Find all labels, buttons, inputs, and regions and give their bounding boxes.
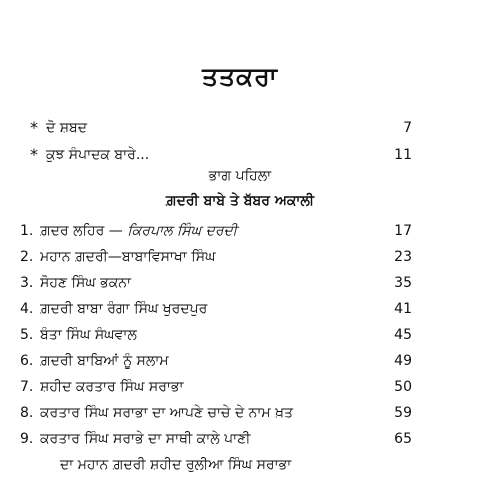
toc-entry	[20, 351, 412, 371]
entry-number: 5.	[20, 327, 34, 343]
entry-number: 4.	[20, 301, 34, 317]
intro-item-text: ਕੁਝ ਸੰਪਾਦਕ ਬਾਰੇ...	[46, 147, 150, 163]
toc-entry	[20, 299, 412, 319]
entry-title: ਗ਼ਦਰੀ ਬਾਬਿਆਂ ਨੂੰ ਸਲਾਮ	[40, 353, 169, 369]
part-heading: ਭਾਗ ਪਹਿਲਾ	[208, 168, 272, 184]
entry-number: 9.	[20, 431, 34, 447]
toc-entry	[20, 273, 412, 293]
entry-number: 1.	[20, 223, 34, 239]
page-number: 50	[394, 379, 412, 395]
toc-entry	[20, 377, 412, 397]
entry-number: 3.	[20, 275, 34, 291]
toc-entry	[20, 403, 412, 423]
toc-entry	[20, 325, 412, 345]
entry-title: ਕਰਤਾਰ ਸਿੰਘ ਸਰਾਭਾ ਦਾ ਆਪਣੇ ਚਾਚੇ ਦੇ ਨਾਮ ਖ਼ਤ	[40, 405, 293, 421]
entry-number: 2.	[20, 249, 34, 265]
entry-title: ਕਰਤਾਰ ਸਿੰਘ ਸਰਾਭੇ ਦਾ ਸਾਥੀ ਕਾਲੇ ਪਾਣੀ	[40, 431, 251, 447]
page-number: 11	[394, 147, 412, 163]
page-number: 7	[403, 120, 412, 136]
entry-continuation: ਦਾ ਮਹਾਨ ਗ਼ਦਰੀ ਸ਼ਹੀਦ ਰੁਲੀਆ ਸਿੰਘ ਸਰਾਭਾ	[60, 457, 292, 473]
intro-item-text: ਦੋ ਸ਼ਬਦ	[46, 120, 88, 136]
page-number: 35	[394, 275, 412, 291]
page-number: 23	[394, 249, 412, 265]
entry-number: 6.	[20, 353, 34, 369]
bullet-star: *	[30, 118, 38, 137]
page-number: 59	[394, 405, 412, 421]
entry-title: ਗ਼ਦਰੀ ਬਾਬਾ ਰੰਗਾ ਸਿੰਘ ਖੁਰਦਪੁਰ	[40, 301, 208, 317]
entry-title: ਮਹਾਨ ਗ਼ਦਰੀ—ਬਾਬਾਵਿਸਾਖਾ ਸਿੰਘ	[40, 249, 216, 265]
intro-item	[30, 146, 412, 164]
toc-entry	[20, 247, 412, 267]
entry-title-text: ਗ਼ਦਰ ਲਹਿਰ —	[40, 223, 123, 239]
entry-title: ਸ਼ਹੀਦ ਕਰਤਾਰ ਸਿੰਘ ਸਰਾਭਾ	[40, 379, 184, 395]
page-title: ਤਤਕਰਾ	[202, 62, 278, 91]
entry-number: 8.	[20, 405, 34, 421]
page-number: 65	[394, 431, 412, 447]
toc-entry	[20, 221, 412, 241]
part-title: ਗ਼ਦਰੀ ਬਾਬੇ ਤੇ ਬੱਬਰ ਅਕਾਲੀ	[165, 193, 315, 209]
intro-item	[30, 119, 412, 137]
entry-author: ਕਿਰਪਾਲ ਸਿੰਘ ਦਰਦੀ	[127, 223, 238, 239]
page-number: 49	[394, 353, 412, 369]
toc-entry	[20, 429, 412, 449]
page-number: 17	[394, 223, 412, 239]
page-number: 41	[394, 301, 412, 317]
page-number: 45	[394, 327, 412, 343]
bullet-star: *	[30, 145, 38, 164]
entry-title: ਸੋਹਣ ਸਿੰਘ ਭਕਨਾ	[40, 275, 132, 291]
entry-number: 7.	[20, 379, 34, 395]
entry-title	[40, 221, 376, 241]
entry-title: ਬੰਤਾ ਸਿੰਘ ਸੰਘਵਾਲ	[40, 327, 137, 343]
